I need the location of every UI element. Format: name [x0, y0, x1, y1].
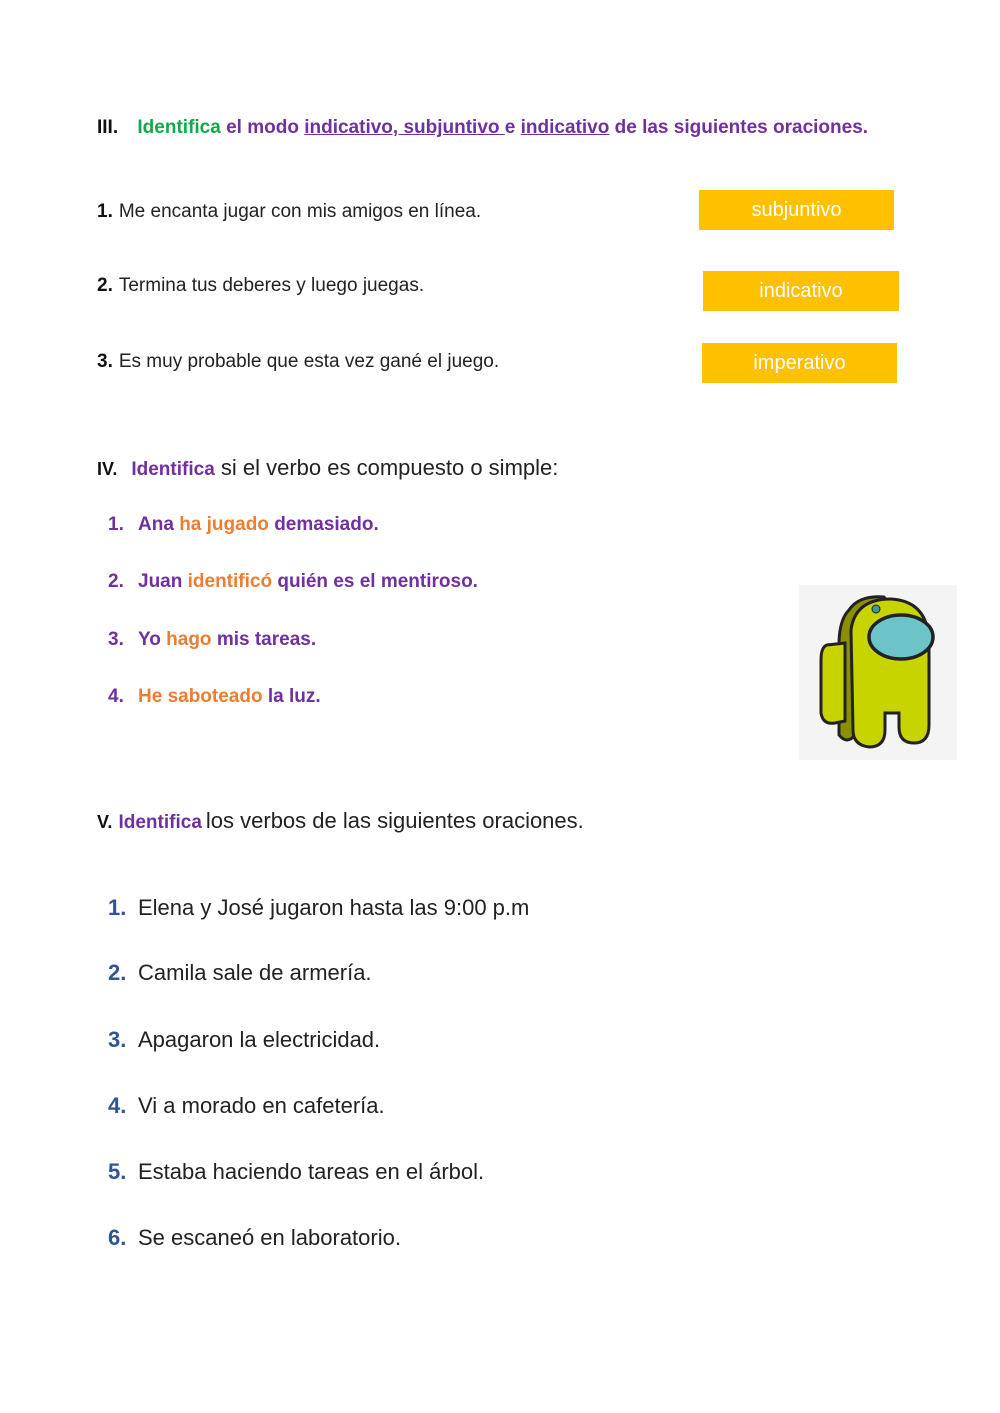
section-4-heading — [97, 455, 558, 481]
sentence-item — [97, 201, 481, 223]
sentence-item — [108, 1027, 380, 1053]
section-5-instruction: los verbos de las siguientes oraciones. — [205, 808, 584, 833]
heading-part: indicativo — [520, 117, 610, 138]
sentence-text: Estaba haciendo tareas en el árbol. — [138, 1159, 485, 1184]
heading-part: e — [504, 117, 521, 138]
section-3-heading — [97, 117, 868, 139]
sentence-text: Termina tus deberes y luego juegas. — [118, 275, 425, 296]
sentence-number: 2. — [97, 275, 113, 296]
verb-item-number: 3. — [108, 629, 124, 650]
sentence-item — [108, 1225, 401, 1251]
sentence-number: 5. — [108, 1159, 127, 1184]
heading-part: de las siguientes oraciones. — [609, 117, 869, 138]
sentence-number: 3. — [97, 351, 113, 372]
sentence-number: 1. — [97, 201, 113, 222]
verb-item-verb: hago — [166, 629, 212, 650]
section-4-number: IV. — [97, 459, 118, 479]
sentence-item — [97, 275, 424, 297]
verb-item — [108, 514, 379, 536]
verb-item-number: 2. — [108, 571, 124, 592]
section-5-number: V. — [97, 812, 113, 832]
sentence-item — [108, 960, 372, 986]
section-5-heading — [97, 808, 584, 834]
verb-item-part: demasiado. — [268, 514, 379, 535]
sentence-number: 6. — [108, 1225, 127, 1250]
character-visor — [869, 615, 933, 659]
verb-item-part: Ana — [138, 514, 180, 535]
verb-item-part: Juan — [138, 571, 188, 592]
verb-item-part: mis tareas. — [211, 629, 317, 650]
section-4-instruction: si el verbo es compuesto o simple: — [214, 455, 559, 480]
verb-item-number: 4. — [108, 686, 124, 707]
sentence-text: Vi a morado en cafetería. — [138, 1093, 385, 1118]
section-4-keyword: Identifica — [131, 459, 215, 480]
sentence-number: 3. — [108, 1027, 127, 1052]
sentence-text: Apagaron la electricidad. — [138, 1027, 381, 1052]
verb-item-part: la luz. — [262, 686, 321, 707]
verb-item-part: quién es el mentiroso. — [272, 571, 478, 592]
sentence-text: Me encanta jugar con mis amigos en línea. — [118, 201, 482, 222]
verb-item — [108, 629, 316, 651]
verb-item — [108, 571, 478, 593]
sentence-item — [108, 1093, 385, 1119]
answer-option-indicativo[interactable]: indicativo — [703, 271, 899, 311]
heading-part: el modo — [220, 117, 305, 138]
crewmate-character-image — [799, 585, 957, 760]
verb-item-verb: identificó — [187, 571, 273, 592]
character-backpack — [821, 643, 845, 723]
answer-option-imperativo[interactable]: imperativo — [702, 343, 897, 383]
verb-item-verb: ha jugado — [179, 514, 269, 535]
sentence-number: 1. — [108, 895, 127, 920]
sentence-number: 2. — [108, 960, 127, 985]
sentence-item — [108, 1159, 484, 1185]
verb-item-part: Yo — [138, 629, 167, 650]
sentence-text: Elena y José jugaron hasta las 9:00 p.m — [138, 895, 530, 920]
answer-option-subjuntivo[interactable]: subjuntivo — [699, 190, 894, 230]
heading-part: indicativo, subjuntivo — [304, 117, 505, 138]
verb-item-verb: He saboteado — [138, 686, 263, 707]
sentence-item — [108, 895, 529, 921]
sentence-text: Es muy probable que esta vez gané el juego. — [118, 351, 500, 372]
sentence-item — [97, 351, 499, 373]
sentence-number: 4. — [108, 1093, 127, 1118]
character-dot — [872, 605, 880, 613]
section-3-number: III. — [97, 117, 119, 138]
verb-item — [108, 686, 321, 708]
sentence-text: Se escaneó en laboratorio. — [138, 1225, 401, 1250]
section-5-keyword: Identifica — [118, 812, 202, 833]
sentence-text: Camila sale de armería. — [138, 960, 372, 985]
heading-part: Identifica — [137, 117, 221, 138]
verb-item-number: 1. — [108, 514, 124, 535]
